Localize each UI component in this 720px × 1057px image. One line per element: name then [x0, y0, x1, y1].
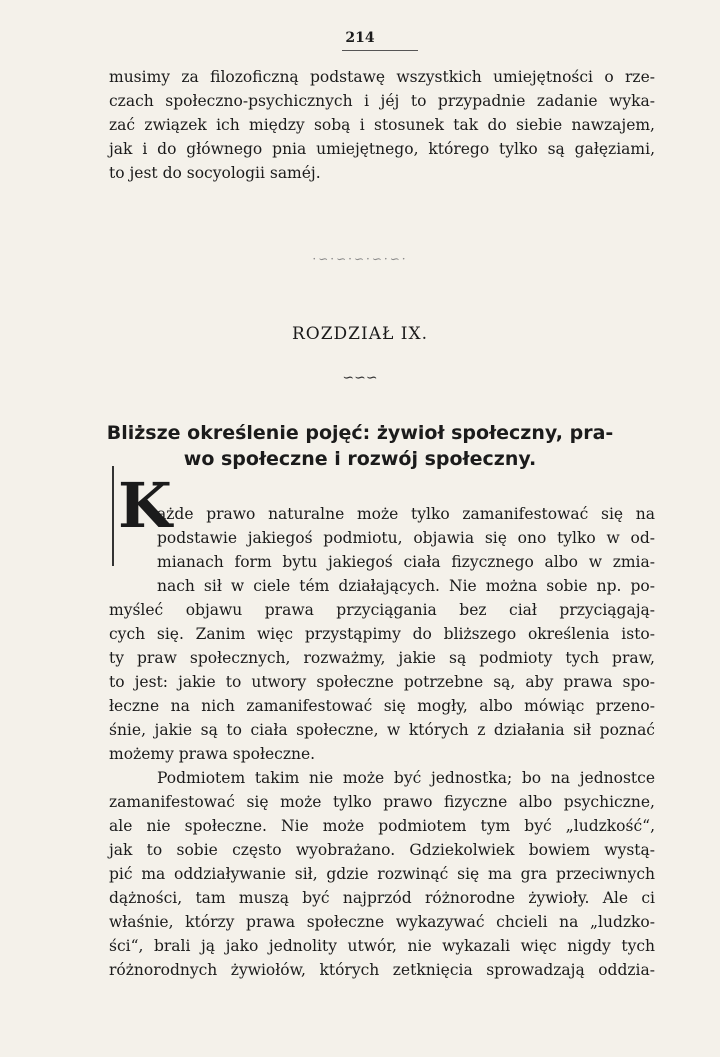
- chapter-heading: ROZDZIAŁ IX.: [292, 324, 428, 344]
- text-line: zamanifestować się może tylko prawo fizyczne albo psychiczne,: [109, 793, 655, 811]
- text-line: myśleć objawu prawa przyciągania bez ciał przyciągają-: [109, 601, 655, 619]
- text-line: dążności, tam muszą być najprzód różnorodne żywioły. Ale ci: [109, 889, 655, 907]
- text-line: właśnie, którzy prawa społeczne wykazywać chcieli na „ludzko-: [109, 913, 655, 931]
- text-line: ści“, brali ją jako jednolity utwór, nie wykazali więc nigdy tych: [109, 937, 655, 955]
- ornament-divider-small: ∽∽∽: [342, 370, 378, 386]
- text-line: zać związek ich między sobą i stosunek tak do siebie nawzajem,: [109, 116, 655, 134]
- section-title: [0, 420, 720, 472]
- text-line: mianach form bytu jakiegoś ciała fizycznego albo w zmia-: [157, 553, 655, 571]
- text-line: pić ma oddziaływanie sił, gdzie rozwinąć się ma gra przeciwnych: [109, 865, 655, 883]
- main-paragraphs: [109, 502, 655, 982]
- text-line: czach społeczno-psychicznych i jéj to przypadnie zadanie wyka-: [109, 92, 655, 110]
- page-number: 214: [345, 30, 375, 46]
- text-line: jak i do głównego pnia umiejętnego, którego tylko są gałęziami,: [109, 140, 655, 158]
- text-line: to jest: jakie to utwory społeczne potrzebne są, aby prawa spo-: [109, 673, 655, 691]
- text-line: łeczne na nich zamanifestować się mogły, albo mówiąc przeno-: [109, 697, 655, 715]
- text-line: musimy za filozoficzną podstawę wszystkich umiejętności o rze-: [109, 68, 655, 86]
- top-paragraph: [109, 65, 655, 185]
- text-line: podstawie jakiegoś podmiotu, objawia się ono tylko w od-: [157, 529, 655, 547]
- text-line: możemy prawa społeczne.: [109, 745, 316, 763]
- text-line: ty praw społecznych, rozważmy, jakie są podmioty tych praw,: [109, 649, 655, 667]
- text-line: cych się. Zanim więc przystąpimy do bliższego określenia isto-: [109, 625, 655, 643]
- text-line: różnorodnych żywiołów, których zetknięcia sprowadzają oddzia-: [109, 961, 655, 979]
- section-title-line: Bliższe określenie pojęć: żywioł społeczny, pra-: [106, 422, 614, 444]
- drop-cap: K: [112, 466, 158, 566]
- text-line: śnie, jakie są to ciała społeczne, w których z działania sił poznać: [109, 721, 655, 739]
- page-number-rule: [342, 50, 418, 51]
- text-line: to jest do socyologii saméj.: [109, 164, 321, 182]
- section-title-line: wo społeczne i rozwój społeczny.: [183, 448, 537, 470]
- text-line: Podmiotem takim nie może być jednostka; bo na jednostce: [157, 769, 655, 787]
- text-line: jak to sobie często wyobrażano. Gdziekolwiek bowiem wystą-: [109, 841, 655, 859]
- text-line: ale nie społeczne. Nie może podmiotem tym być „ludzkość“,: [109, 817, 655, 835]
- text-line: nach sił w ciele tém działających. Nie można sobie np. po-: [157, 577, 655, 595]
- text-line: ażde prawo naturalne może tylko zamanifestować się na: [157, 505, 655, 523]
- ornament-divider: ·∽·∽·∽·∽·∽·: [312, 252, 408, 266]
